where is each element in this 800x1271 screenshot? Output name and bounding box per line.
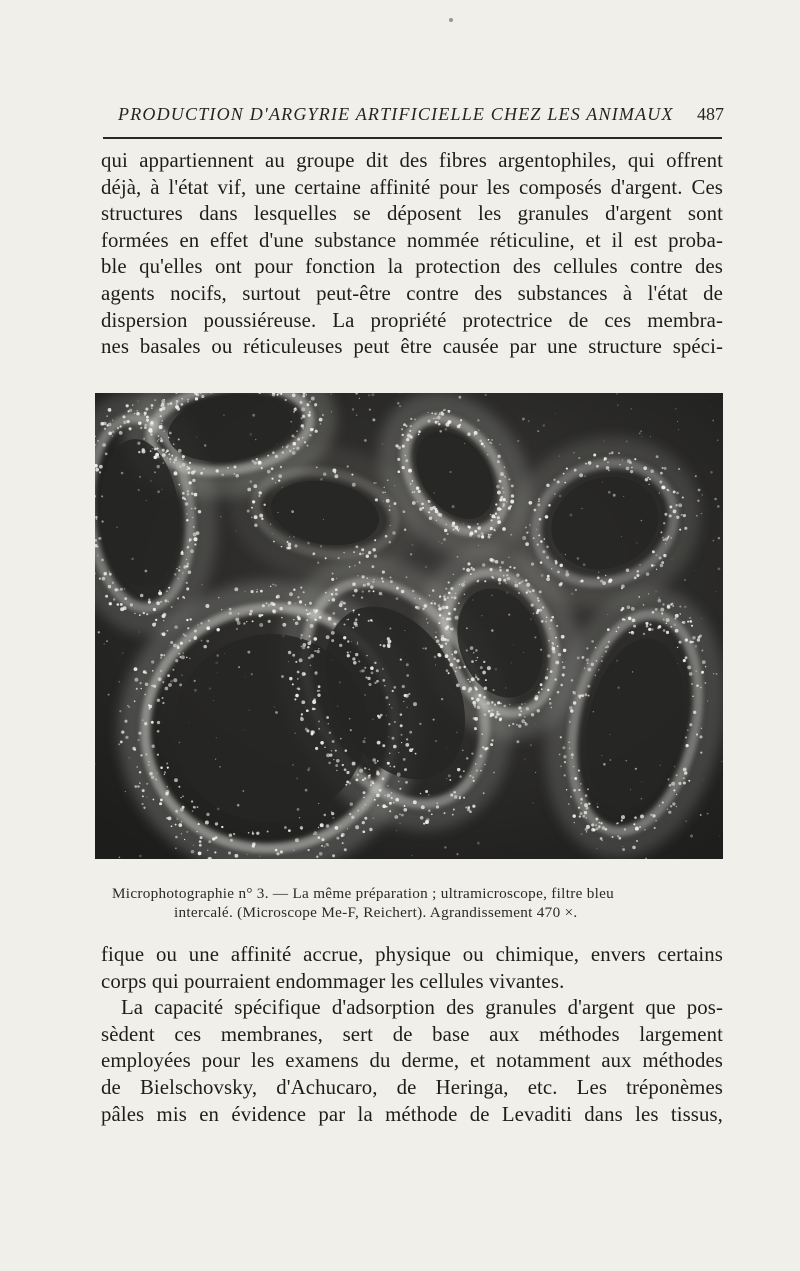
- header-rule: [103, 137, 722, 139]
- text-line: agents nocifs, surtout peut-être contre des substances à l'état de: [101, 281, 723, 305]
- text-line: employées pour les examens du derme, et notamment aux méthodes: [101, 1049, 723, 1073]
- text-line: nes basales ou réticuleuses peut être causée par une structure spéci-: [101, 335, 723, 359]
- text-line: dispersion poussiéreuse. La propriété protectrice de ces membra-: [101, 308, 723, 332]
- caption-line: Microphotographie n° 3. — La même préparation ; ultramicroscope, filtre bleu: [112, 885, 615, 902]
- text-line: ble qu'elles ont pour fonction la protection des cellules contre des: [101, 255, 723, 279]
- page-number: 487: [697, 104, 724, 124]
- text-line: sèdent ces membranes, sert de base aux méthodes largement: [101, 1022, 723, 1046]
- microphotograph-image: [95, 393, 723, 859]
- text-line: formées en effet d'une substance nommée réticuline, et il est proba-: [101, 228, 723, 252]
- text-line: structures dans lesquelles se déposent les granules d'argent sont: [101, 202, 723, 226]
- page-speck: [449, 18, 453, 22]
- text-line: de Bielschovsky, d'Achucaro, de Heringa, etc. Les tréponèmes: [101, 1075, 723, 1099]
- text-line: La capacité spécifique d'adsorption des granules d'argent que pos-: [121, 996, 723, 1020]
- microphotograph: [95, 393, 723, 859]
- running-header-title: PRODUCTION D'ARGYRIE ARTIFICIELLE CHEZ LES ANIMAUX: [118, 104, 674, 124]
- paragraph-top: [101, 148, 723, 361]
- text-line: qui appartiennent au groupe dit des fibres argentophiles, qui offrent: [101, 149, 723, 172]
- caption-line: intercalé. (Microscope Me-F, Reichert). Agrandissement 470 ×.: [174, 904, 578, 921]
- text-line: déjà, à l'état vif, une certaine affinité pour les composés d'argent. Ces: [101, 175, 723, 199]
- text-line: fique ou une affinité accrue, physique ou chimique, envers certains: [101, 943, 723, 966]
- text-line: pâles mis en évidence par la méthode de Levaditi dans les tissus,: [101, 1102, 723, 1126]
- text-line: corps qui pourraient endommager les cellules vivantes.: [101, 969, 565, 993]
- paragraph-bottom: [101, 942, 723, 1128]
- figure-caption: [112, 884, 712, 922]
